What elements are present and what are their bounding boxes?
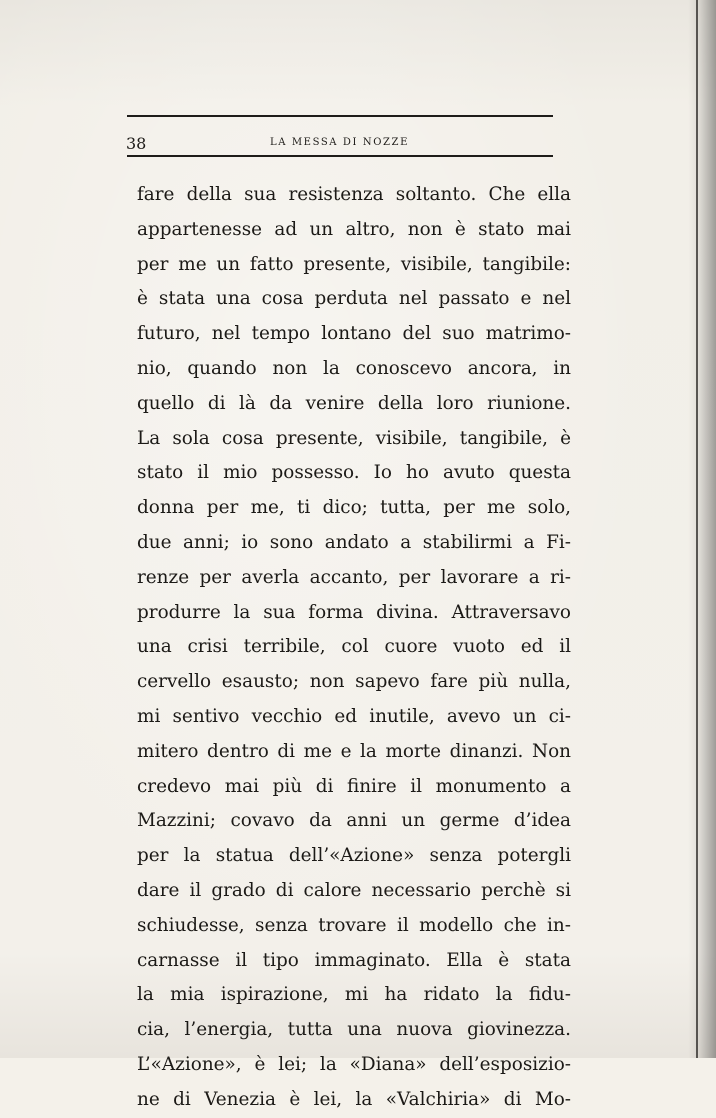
page-number: 38	[126, 134, 147, 153]
text-line: due anni; io sono andato a stabilirmi a Fi-	[137, 531, 571, 553]
text-line: produrre la sua forma divina. Attraversavo	[137, 601, 571, 623]
text-line: mi sentivo vecchio ed inutile, avevo un ci-	[137, 705, 571, 727]
text-line: mitero dentro di me e la morte dinanzi. Non	[137, 740, 571, 762]
header-rule-bottom	[127, 155, 553, 157]
text-line: nio, quando non la conoscevo ancora, in	[137, 357, 571, 379]
text-line: cervello esausto; non sapevo fare più nulla,	[137, 671, 571, 693]
text-line: per la statua dell’«Azione» senza potergli	[137, 845, 571, 867]
running-title: LA MESSA DI NOZZE	[270, 137, 409, 148]
text-line: quello di là da venire della loro riunione.	[137, 392, 571, 414]
body-text	[137, 178, 571, 1118]
text-line: stato il mio possesso. Io ho avuto questa	[137, 462, 571, 484]
text-line: carnasse il tipo immaginato. Ella è stata	[137, 949, 571, 971]
text-line: La sola cosa presente, visibile, tangibile, è	[137, 427, 571, 449]
text-line: una crisi terribile, col cuore vuoto ed il	[137, 636, 571, 658]
text-line: per me un fatto presente, visibile, tangibile:	[137, 253, 571, 275]
text-line: è stata una cosa perduta nel passato e nel	[137, 288, 571, 310]
spine-shadow	[688, 0, 716, 1058]
text-line: fare della sua resistenza soltanto. Che ella	[137, 184, 571, 205]
text-line: credevo mai più di finire il monumento a	[137, 775, 571, 797]
text-line: dare il grado di calore necessario perchè si	[137, 879, 571, 901]
header-rule-top	[127, 115, 553, 117]
text-line: donna per me, ti dico; tutta, per me solo,	[137, 497, 571, 519]
text-line: ne di Venezia è lei, la «Valchiria» di Mo-	[137, 1088, 571, 1110]
text-line: appartenesse ad un altro, non è stato mai	[137, 218, 571, 240]
text-line: futuro, nel tempo lontano del suo matrimo-	[137, 323, 571, 345]
spine-edge	[696, 0, 698, 1058]
text-line: Mazzini; covavo da anni un germe d’idea	[137, 810, 571, 832]
text-line: la mia ispirazione, mi ha ridato la fidu-	[137, 984, 571, 1006]
text-line: schiudesse, senza trovare il modello che in-	[137, 914, 571, 936]
text-line: L’«Azione», è lei; la «Diana» dell’esposizio-	[137, 1053, 571, 1075]
text-line: cia, l’energia, tutta una nuova giovinezza.	[137, 1019, 571, 1041]
text-line: renze per averla accanto, per lavorare a ri-	[137, 566, 571, 588]
